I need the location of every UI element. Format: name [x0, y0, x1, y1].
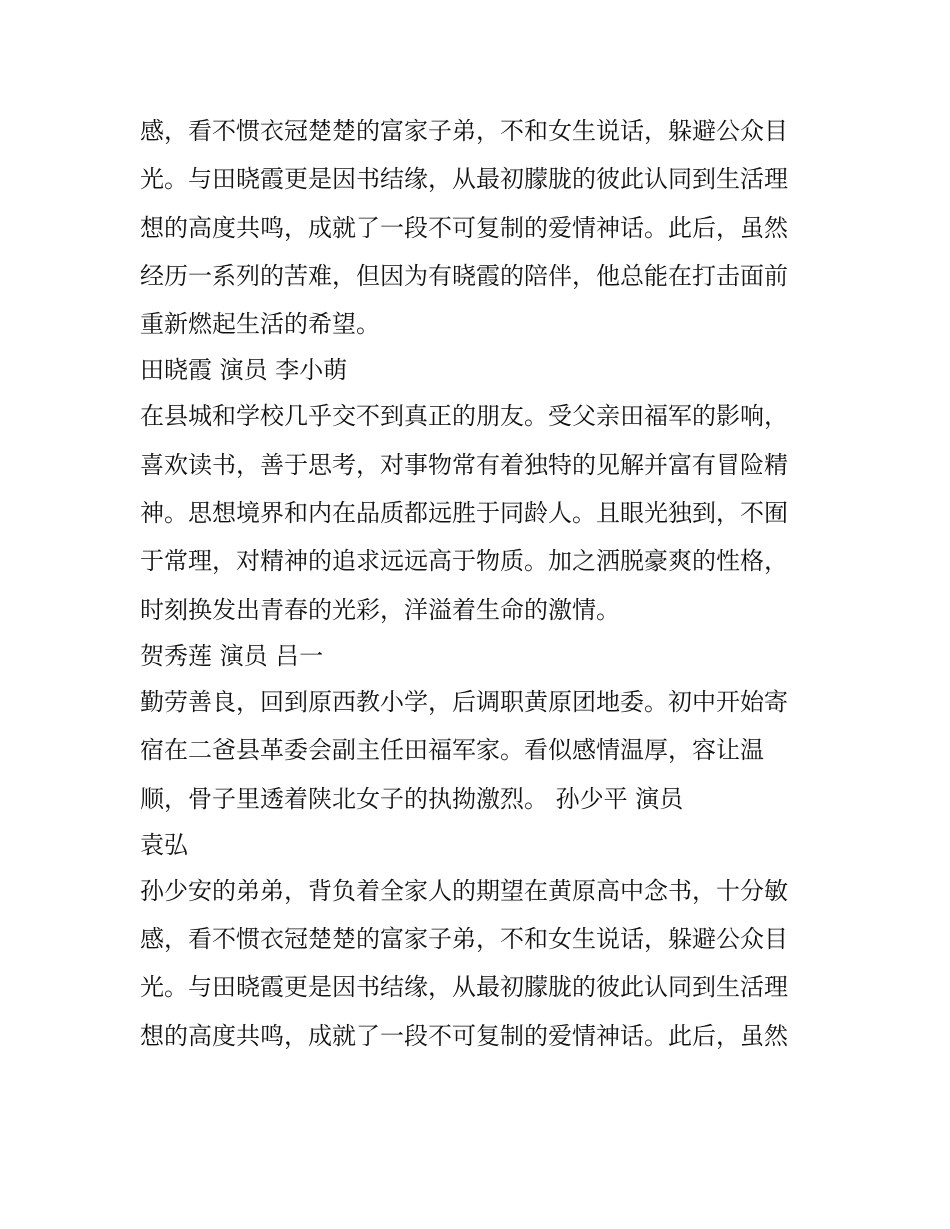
text-line: 顺，骨子里透着陕北女子的执拗激烈。 孙少平 演员 — [140, 784, 684, 813]
text-line: 勤劳善良，回到原西教小学，后调职黄原团地委。初中开始寄 — [140, 687, 788, 716]
text-line: 袁弘 — [140, 830, 188, 859]
text-line: 喜欢读书，善于思考，对事物常有着独特的见解并富有冒险精 — [140, 450, 788, 479]
text-line: 神。思想境界和内在品质都远胜于同龄人。且眼光独到，不囿 — [140, 499, 788, 528]
text-line: 感，看不惯衣冠楚楚的富家子弟，不和女生说话，躲避公众目 — [140, 117, 788, 145]
text-line: 经历一系列的苦难，但因为有晓霞的陪伴，他总能在打击面前 — [140, 261, 788, 290]
text-line: 宿在二爸县革委会副主任田福军家。看似感情温厚，容让温 — [140, 736, 764, 765]
text-line: 于常理，对精神的追求远远高于物质。加之洒脱豪爽的性格， — [140, 547, 788, 576]
document-body — [140, 107, 830, 1060]
text-line: 光。与田晓霞更是因书结缘，从最初朦胧的彼此认同到生活理 — [140, 165, 788, 194]
text-line: 在县城和学校几乎交不到真正的朋友。受父亲田福军的影响， — [140, 402, 788, 431]
cast-heading-he-xiulian: 贺秀莲 演员 吕一 — [140, 641, 324, 670]
text-line: 光。与田晓霞更是因书结缘，从最初朦胧的彼此认同到生活理 — [140, 973, 788, 1002]
text-line: 想的高度共鸣，成就了一段不可复制的爱情神话。此后，虽然 — [140, 213, 788, 242]
text-line: 感，看不惯衣冠楚楚的富家子弟，不和女生说话，躲避公众目 — [140, 925, 788, 954]
text-line: 重新燃起生活的希望。 — [140, 310, 380, 339]
text-line: 孙少安的弟弟，背负着全家人的期望在黄原高中念书，十分敏 — [140, 876, 788, 905]
text-line: 时刻换发出青春的光彩，洋溢着生命的激情。 — [140, 595, 620, 624]
text-line: 想的高度共鸣，成就了一段不可复制的爱情神话。此后，虽然 — [140, 1021, 788, 1050]
cast-heading-tian-xiaoxia: 田晓霞 演员 李小萌 — [140, 356, 348, 385]
